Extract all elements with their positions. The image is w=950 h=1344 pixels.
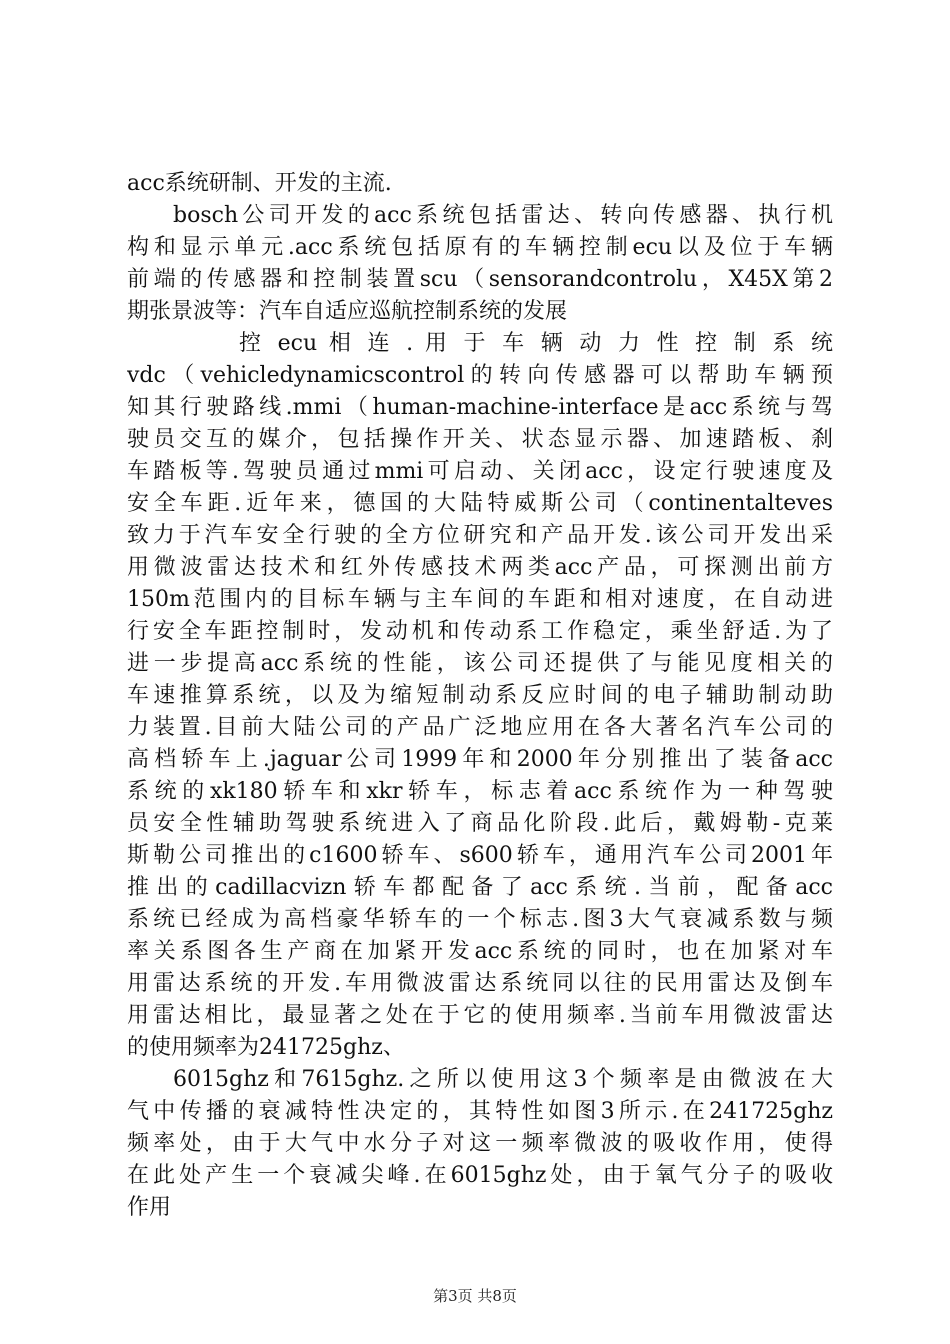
- page-number: 第3页 共8页: [433, 1287, 517, 1305]
- text-line: vdc（vehicledynamicscontrol的转向传感器可以帮助车辆预: [127, 363, 833, 388]
- text-line: 力装置.目前大陆公司的产品广泛地应用在各大著名汽车公司的: [127, 715, 833, 740]
- text-line: 控 ecu 相 连 . 用 于 车 辆 动 力 性 控 制 系 统: [239, 331, 833, 356]
- text-line: 车速推算系统，以及为缩短制动系反应时间的电子辅助制动助: [127, 683, 833, 708]
- text-line: 致力于汽车安全行驶的全方位研究和产品开发.该公司开发出采: [127, 523, 833, 548]
- text-line: 知其行驶路线.mmi（human-machine-interface是acc系统与驾: [127, 395, 833, 420]
- text-line: 6015ghz和7615ghz.之所以使用这3个频率是由微波在大: [173, 1067, 833, 1092]
- text-line: 行安全车距控制时，发动机和传动系工作稳定，乘坐舒适.为了: [127, 619, 833, 644]
- text-line: 在此处产生一个衰减尖峰.在6015ghz处，由于氧气分子的吸收: [127, 1163, 833, 1188]
- text-line: 150m范围内的目标车辆与主车间的车距和相对速度，在自动进: [127, 587, 833, 612]
- text-line: 员安全性辅助驾驶系统进入了商品化阶段.此后，戴姆勒-克莱: [127, 811, 833, 836]
- text-line: 安全车距.近年来，德国的大陆特威斯公司（continentalteves: [127, 491, 833, 516]
- text-line: 气中传播的衰减特性决定的，其特性如图3所示.在241725ghz: [127, 1099, 833, 1124]
- text-line: 进一步提高acc系统的性能，该公司还提供了与能见度相关的: [127, 651, 833, 676]
- text-line: 推出的cadillacvizn轿车都配备了acc系统.当前，配备acc: [127, 875, 833, 900]
- text-line: 用雷达相比，最显著之处在于它的使用频率.当前车用微波雷达: [127, 1003, 833, 1028]
- text-line: bosch公司开发的acc系统包括雷达、转向传感器、执行机: [173, 203, 833, 228]
- text-line: 用微波雷达技术和红外传感技术两类acc产品，可探测出前方: [127, 555, 833, 580]
- text-line: 的使用频率为241725ghz、: [127, 1035, 405, 1060]
- document-body: [127, 168, 833, 1224]
- text-line: 车踏板等.驾驶员通过mmi可启动、关闭acc，设定行驶速度及: [127, 459, 833, 484]
- text-line: 驶员交互的媒介，包括操作开关、状态显示器、加速踏板、刹: [127, 427, 833, 452]
- text-line: 前端的传感器和控制装置scu（sensorandcontrolu，X45X第2: [127, 267, 833, 292]
- text-line: acc系统研制、开发的主流.: [127, 171, 392, 196]
- text-line: 系统的xk180轿车和xkr轿车，标志着acc系统作为一种驾驶: [127, 779, 833, 804]
- text-line: 率关系图各生产商在加紧开发acc系统的同时，也在加紧对车: [127, 939, 833, 964]
- text-line: 作用: [127, 1195, 172, 1220]
- text-line: 用雷达系统的开发.车用微波雷达系统同以往的民用雷达及倒车: [127, 971, 833, 996]
- text-line: 频率处，由于大气中水分子对这一频率微波的吸收作用，使得: [127, 1131, 833, 1156]
- text-line: 构和显示单元.acc系统包括原有的车辆控制ecu以及位于车辆: [127, 235, 833, 260]
- text-line: 期张景波等：汽车自适应巡航控制系统的发展: [127, 299, 568, 324]
- text-line: 斯勒公司推出的c1600轿车、s600轿车，通用汽车公司2001年: [127, 843, 833, 868]
- text-line: 系统已经成为高档豪华轿车的一个标志.图3大气衰减系数与频: [127, 907, 833, 932]
- text-line: 高档轿车上.jaguar公司1999年和2000年分别推出了装备acc: [127, 747, 833, 772]
